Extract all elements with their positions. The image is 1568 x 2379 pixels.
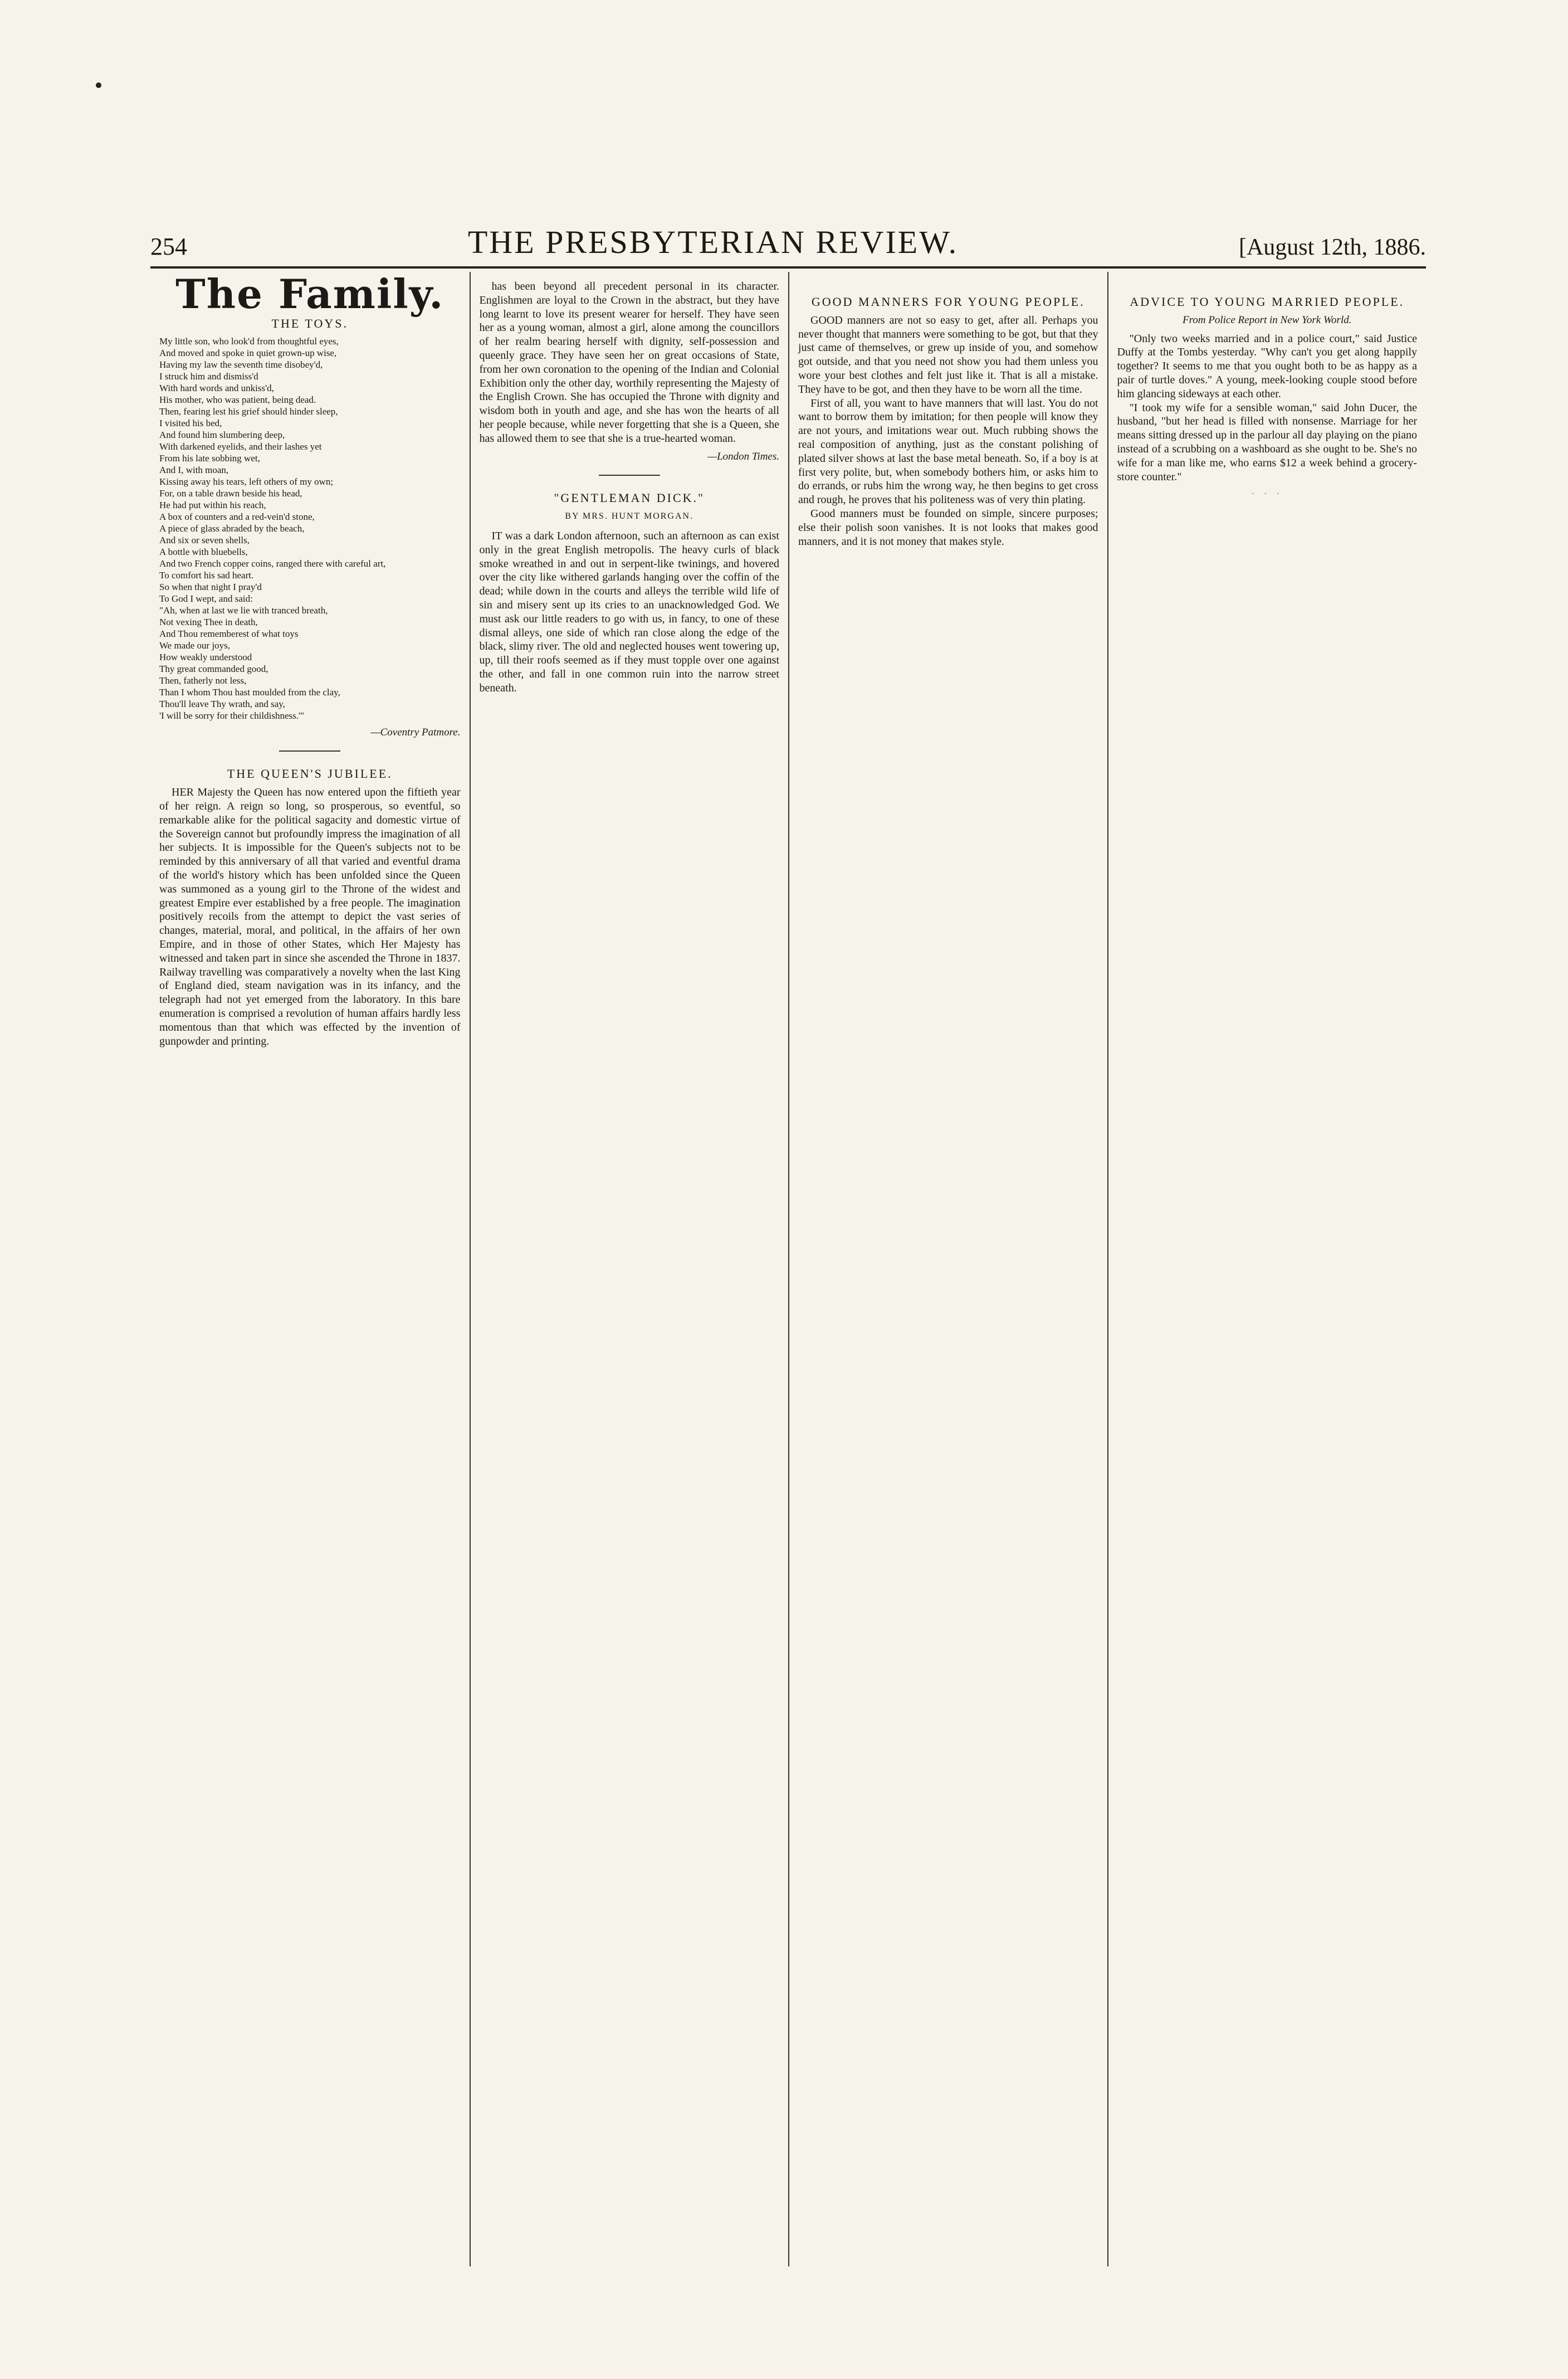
poem-line: Kissing away his tears, left others of my own;	[159, 476, 334, 487]
article-title-queens-jubilee: THE QUEEN'S JUBILEE.	[227, 767, 393, 781]
poem-line: With hard words and unkiss'd,	[159, 382, 274, 393]
poem-line: And six or seven shells,	[159, 534, 250, 545]
poem-line: We made our joys,	[159, 640, 231, 651]
poem-line: From his late sobbing wet,	[159, 452, 260, 464]
poem-line: Than I whom Thou hast moulded from the clay,	[159, 686, 340, 698]
poem-line: 'I will be sorry for their childishness.'"	[159, 710, 304, 721]
paragraph: IT was a dark London afternoon, such an afternoon as can exist only in the great English metropolis. The heavy curls of black smoke wreathed in and out in serpent-like twinings, and hovered over the city like withered garlands hanging over the coffin of the dead; while down in the courts and alleys the terrible wild life of sin and misery sent up its cries to an unacknowledged God. We must ask our little readers to go with us, in fancy, to one of these dismal alleys, one side of which ran close along the edge of the black, slimy river. The old and neglected houses went towering up, up, till their roofs seemed as if they must topple over one against the other, and fall in one common ruin into the narrow street beneath.	[479, 529, 779, 694]
poem-line: To God I wept, and said:	[159, 593, 253, 604]
column-2	[470, 272, 789, 2266]
poem-the-toys	[159, 335, 461, 722]
column-3	[788, 272, 1107, 2266]
poem-line: And I, with moan,	[159, 464, 229, 475]
paragraph: First of all, you want to have manners that will last. You do not want to borrow them by imitation; for then people will know they are not yours, and imitations wear out. Much rubbing shows the real composition of anything, just as the constant polishing of plated silver shows at last the base metal beneath. So, if a boy is at first very polite, but, when somebody bothers him, or asks him to do errands, or rubs him the wrong way, he then begins to get cross and rough, he proves that his politeness was of very thin plating.	[798, 397, 1098, 506]
poem-line: A bottle with bluebells,	[159, 546, 248, 557]
poem-line: To comfort his sad heart.	[159, 569, 254, 581]
story-title-gentleman-dick: "GENTLEMAN DICK."	[554, 491, 705, 505]
continues-marker: · · ·	[1251, 488, 1283, 500]
divider	[279, 750, 340, 752]
poem-line: Having my law the seventh time disobey'd,	[159, 359, 323, 370]
poem-attribution: —Coventry Patmore.	[370, 726, 461, 738]
poem-line: Then, fearing lest his grief should hinder sleep,	[159, 406, 338, 417]
article-body-good-manners	[798, 314, 1098, 549]
paragraph: GOOD manners are not so easy to get, after all. Perhaps you never thought that manners were something to be got, but that they just came of themselves, or grew up inside of you, and somehow got outside, and that you need not show you had them unless you wore your best clothes and felt just like it. That is all a mistake. They have to be got, and then they have to be worn all the time.	[798, 314, 1098, 396]
story-byline: BY MRS. HUNT MORGAN.	[565, 511, 694, 521]
poem-line: A piece of glass abraded by the beach,	[159, 523, 305, 534]
poem-line: And moved and spoke in quiet grown-up wise,	[159, 347, 337, 358]
article-attribution: —London Times.	[707, 450, 779, 462]
poem-line: So when that night I pray'd	[159, 581, 262, 592]
poem-line: And Thou rememberest of what toys	[159, 628, 299, 639]
poem-line: His mother, who was patient, being dead.	[159, 394, 316, 405]
poem-line: And found him slumbering deep,	[159, 429, 285, 440]
poem-line: Not vexing Thee in death,	[159, 616, 258, 627]
poem-line: I visited his bed,	[159, 417, 222, 428]
page-speck	[96, 82, 101, 88]
column-4	[1107, 272, 1427, 2266]
article-body-queens-jubilee	[159, 786, 461, 1048]
article-title-good-manners: GOOD MANNERS FOR YOUNG PEOPLE.	[811, 295, 1085, 309]
issue-date: [August 12th, 1886.	[1238, 235, 1426, 260]
poem-line: And two French copper coins, ranged there with careful art,	[159, 558, 386, 569]
paragraph: Good manners must be founded on simple, sincere purposes; else their polish soon vanishes. It is not looks that makes good manners, and it is not money that makes style.	[798, 507, 1098, 548]
poem-line: For, on a table drawn beside his head,	[159, 488, 302, 499]
divider	[599, 475, 660, 476]
article-body-advice	[1117, 332, 1418, 484]
column-1	[150, 272, 470, 2266]
header-rule	[150, 266, 1426, 269]
article-title-advice: ADVICE TO YOUNG MARRIED PEOPLE.	[1130, 295, 1405, 309]
page-columns	[150, 272, 1426, 2266]
poem-line: How weakly understood	[159, 651, 252, 662]
journal-title: THE PRESBYTERIAN REVIEW.	[467, 224, 959, 260]
poem-line: My little son, who look'd from thoughtful eyes,	[159, 335, 339, 347]
section-heading-family: The Family.	[175, 272, 444, 318]
poem-line: Thou'll leave Thy wrath, and say,	[159, 698, 285, 709]
article-continuation: has been beyond all precedent personal in its character. Englishmen are loyal to the Crown in the abstract, but they have long learnt to love its present wearer for herself. They have seen her as a young woman, almost a girl, alone among the councillors of her realm bearing herself with dignity, self-possession and queenly grace. They have seen her on great occasions of State, from her own coronation to the opening of the Indian and Colonial Exhibition only the other day, worthily representing the Majesty of the English Crown. She has occupied the Throne with dignity and wisdom both in youth and age, and she has won the hearts of all her people because, while never forgetting that she is a Queen, she has allowed them to see that she is a true-hearted woman.	[479, 280, 779, 445]
poem-line: He had put within his reach,	[159, 499, 266, 510]
article-subtitle: From Police Report in New York World.	[1183, 314, 1352, 326]
poem-line: A box of counters and a red-vein'd stone,	[159, 511, 315, 522]
poem-line: "Ah, when at last we lie with tranced breath,	[159, 604, 328, 616]
poem-line: Thy great commanded good,	[159, 663, 268, 674]
paragraph: "I took my wife for a sensible woman," said John Ducer, the husband, "but her head is filled with nonsense. Marriage for her means sitting dressed up in the parlour all day playing on the piano instead of a scrubbing on a washboard as she ought to be. She's no wife for a man like me, who earns $12 a week behind a grocery-store counter."	[1117, 401, 1417, 483]
paragraph: HER Majesty the Queen has now entered upon the fiftieth year of her reign. A reign so long, so prosperous, so eventful, so remarkable alike for the political sagacity and domestic virtue of the Sovereign cannot but profoundly impress the imagination of all her subjects. It is impossible for the Queen's subjects not to be reminded by this anniversary of all that varied and eventful drama of the world's history which has been unfolded since the Queen was summoned as a young girl to the Throne of the widest and greatest Empire ever established by a free people. The imagination positively recoils from the attempt to depict the vast series of changes, material, moral, and political, in the affairs of her own Empire, and in those of other States, which Her Majesty has witnessed and taken part in since she ascended the Throne in 1837. Railway travelling was comparatively a novelty when the last King of England died, steam navigation was in its infancy, and the telegraph had not yet emerged from the laboratory. In this bare enumeration is comprised a revolution of human affairs hardly less momentous than that which was effected by the invention of gunpowder and printing.	[159, 786, 461, 1047]
page-header	[150, 216, 1426, 261]
poem-title: THE TOYS.	[271, 316, 348, 330]
poem-line: I struck him and dismiss'd	[159, 370, 258, 382]
story-body	[480, 529, 780, 695]
poem-line: Then, fatherly not less,	[159, 675, 247, 686]
poem-line: With darkened eyelids, and their lashes yet	[159, 441, 322, 452]
paragraph: "Only two weeks married and in a police court," said Justice Duffy at the Tombs yesterday. "Why can't you get along happily together? It seems to me that you ought both to be as happy as a pair of turtle doves." A young, meek-looking couple stood before him glancing sideways at each other.	[1117, 332, 1417, 400]
page-number: 254	[150, 233, 187, 260]
